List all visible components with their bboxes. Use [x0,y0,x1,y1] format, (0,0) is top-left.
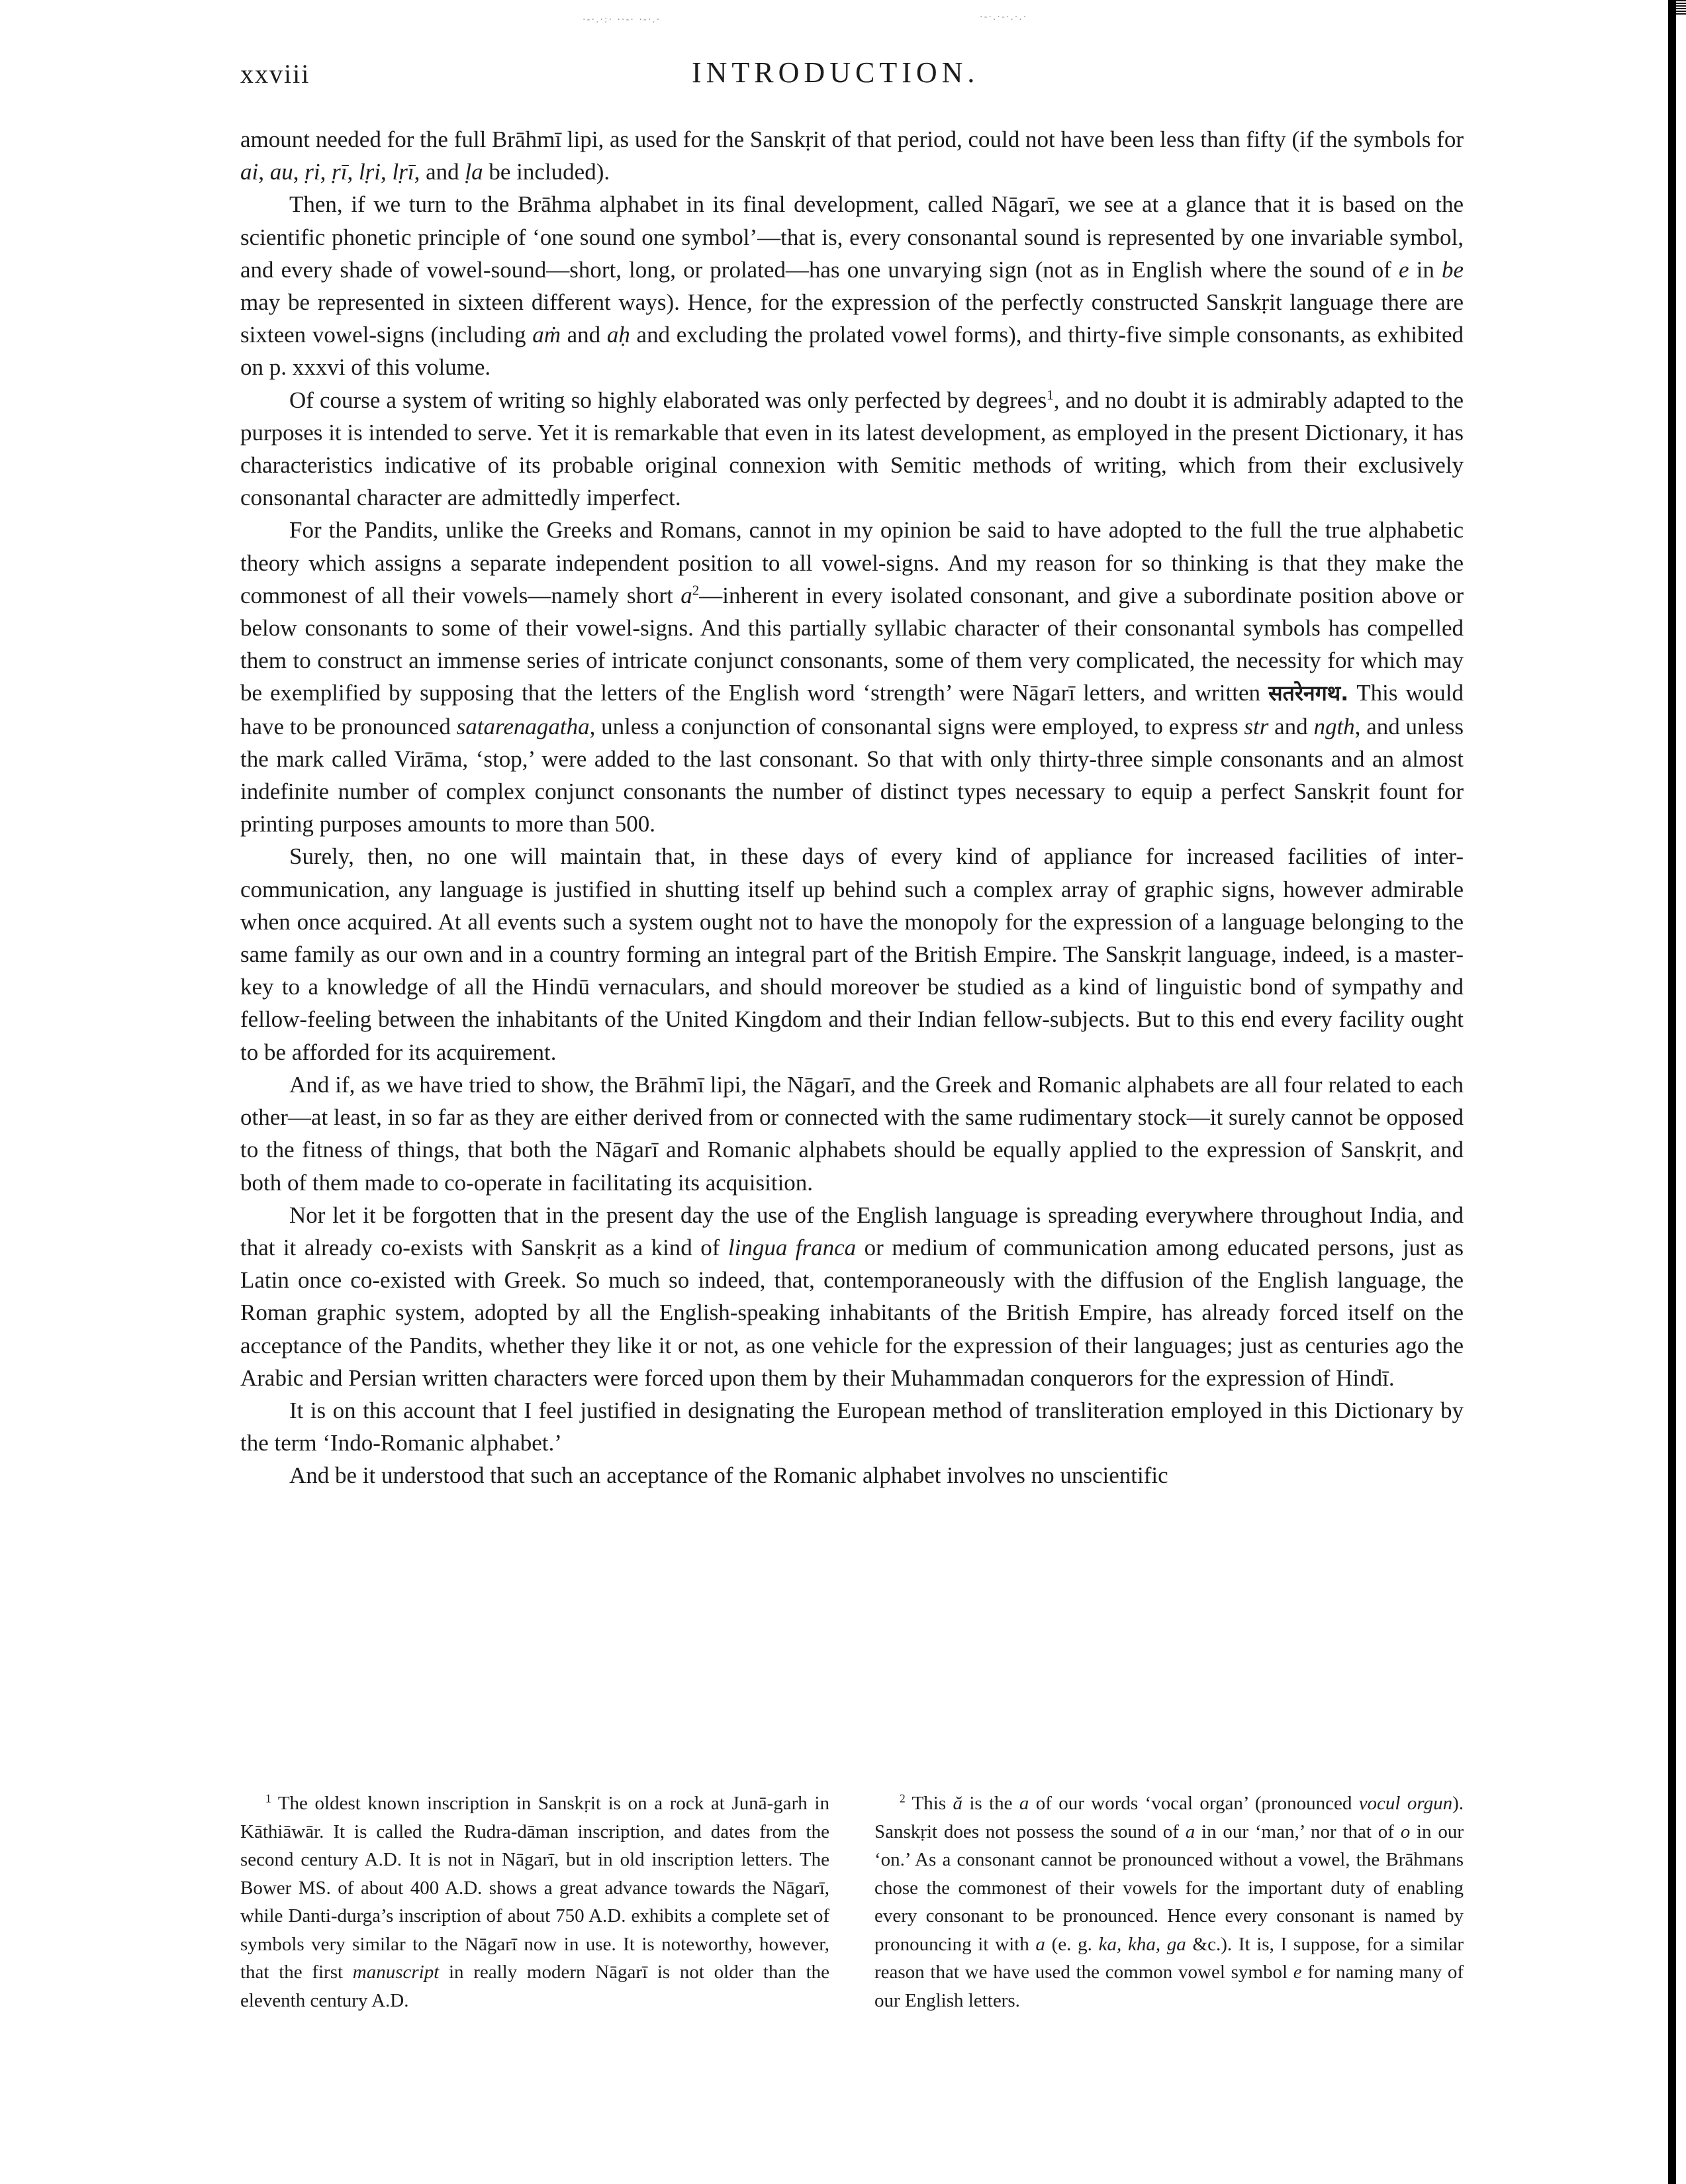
text-run: , unless a conjunction of consonantal signs were employed, to express [589,713,1244,739]
text-run: of our words ‘vocal organ’ (pronounced [1029,1793,1359,1814]
italic-term: e [1399,256,1409,283]
italic-term: lṛi [358,159,381,185]
footnote-marker: 1 [1047,386,1054,403]
italic-term: a [1185,1821,1195,1842]
text-run: The oldest known inscription in Sanskṛit is on a rock at Junā-garh in Kāthiāwār. It is called the Rudra-dāman inscription, and dates from the second century A.D. It is not in Nāgarī, but in old inscription letters. The Bower MS. of about 400 A.D. shows a great advance towards the Nāgarī, while Danti-durga’s inscription of about 750 A.D. exhibits a complete set of symbols very similar to the Nāgarī now in use. It is noteworthy, however, that the first [240,1793,829,1983]
text-run: And if, as we have tried to show, the Brāhmī lipi, the Nāgarī, and the Greek and Romanic alphabets are all four related to each other—at least, in so far as they are either derived from or connected with the same rudimentary stock—it surely cannot be opposed to the fitness of things, that both the Nāgarī and Romanic alphabets should be equally applied to the expression of Sanskṛit, and both of them made to co-operate in facilitating its acquisition. [240,1071,1464,1196]
devanagari-word: सतरेनगथ. [1268,681,1349,706]
text-run: &c.). It is, I suppose, for a similar reason that we have used the common vowel symbol [874,1933,1464,1983]
footnote-marker: 1 [265,1791,271,1805]
italic-term: ḷa [465,159,483,185]
paragraph [240,1199,1464,1394]
footnotes [240,1789,1464,2015]
text-run: —inherent in every isolated consonant, and give a subordinate position above or below consonants to some of their vowel-signs. And this partially syllabic character of their consonantal symbols has compelled them to construct an immense series of intricate conjunct consonants, some of them very complicated, the necessity for which may be exemplified by supposing that the letters of the English word ‘strength’ were Nāgarī letters, and written [240,582,1464,706]
text-run: for naming many of our English letters. [874,1962,1464,2011]
text-run: Nor let it be forgotten that in the present day the use of the English language is spreading everywhere throughout India, and that it already co-exists with Sanskṛit as a kind of [240,1202,1464,1260]
footnote-marker: 2 [692,582,700,598]
paragraph [240,188,1464,383]
italic-term: a [1035,1933,1045,1955]
body-text [240,123,1464,1492]
text-run: , [320,159,332,185]
italic-term: e [1293,1962,1302,1983]
italic-term: o [1400,1821,1411,1842]
text-run: , and unless the mark called Virāma, ‘stop,’ were added to the last consonant. So that with only thirty-three simple consonants and an almost indefinite number of complex conjunct consonants the number of distinct types necessary to equip a perfect Sanskṛit fount for printing purposes amounts to more than 500. [240,713,1464,837]
text-run: ). Sanskṛit does not possess the sound of [874,1793,1464,1842]
text-run: , [381,159,393,185]
italic-term: str [1244,713,1269,739]
page-number: xxviii [240,59,310,89]
text-run: and [560,322,607,348]
text-run: or medium of communication among educated persons, just as Latin once co-existed with Greek. So much so indeed, that, contemporaneously with the diffusion of the English language, the Roman graphic system, adopted by all the English-speaking inhabitants of the British Empire, has already forced itself on the acceptance of the Pandits, whether they like it or not, as one vehicle for the expression of their languages; just as centuries ago the Arabic and Persian written characters were forced upon them by their Muhammadan conquerors for the expression of Hindī. [240,1234,1464,1391]
text-run: may be represented in sixteen different ways). Hence, for the expression of the perfectly constructed Sanskṛit language there are sixteen vowel-signs (including [240,289,1464,348]
italic-term: lingua franca [727,1234,857,1260]
text-run: , [347,159,359,185]
scan-artifact: ·-·.·-·.·.· [980,12,1028,23]
paragraph [240,1068,1464,1199]
italic-term: manuscript [352,1962,440,1983]
text-run: in really modern Nāgarī is not older than the eleventh century A.D. [240,1962,829,2011]
paragraph [240,384,1464,514]
paragraph [240,123,1464,188]
page-edge-border [1668,0,1676,2184]
paragraph [240,1394,1464,1459]
italic-term: ai [240,159,259,185]
text-run: be included). [483,159,610,185]
text-run: and excluding the prolated vowel forms), and thirty-five simple consonants, as exhibited on p. xxxvi of this volume. [240,322,1464,381]
text-run: in our ‘man,’ nor that of [1195,1821,1401,1842]
text-run: This [905,1793,953,1814]
text-run: , and no doubt it is admirably adapted to the purposes it is intended to serve. Yet it is remarkable that even in its latest development, as employed in the present Dictionary, it has characteristics indicative of its probable original connexion with Semitic methods of writing, which from their exclusively consonantal character are admittedly imperfect. [240,387,1464,511]
italic-term: ka, kha, ga [1098,1933,1186,1955]
italic-term: be [1441,256,1464,283]
text-run: For the Pandits, unlike the Greeks and Romans, cannot in my opinion be said to have adopted to the full the true alphabetic theory which assigns a separate independent position to all vowel-signs. And my reason for so thinking is that they make the commonest of all their vowels—namely short [240,517,1464,608]
footnote-marker: 2 [900,1791,906,1805]
italic-term: aḥ [606,322,630,348]
footnote-2 [874,1789,1464,2015]
text-run: This would have to be pronounced [240,680,1464,739]
italic-term: ă [953,1793,962,1814]
italic-term: au [269,159,293,185]
italic-term: satarenagatha [456,713,590,739]
italic-term: aṁ [532,322,561,348]
italic-term: vocul orgun [1358,1793,1453,1814]
footnote-1 [240,1789,829,2015]
text-run: , [293,159,305,185]
text-run: is the [962,1793,1019,1814]
text-run: Surely, then, no one will maintain that, in these days of every kind of appliance for increased facilities of inter-communication, any language is justified in shutting itself up behind such a complex array of graphic signs, however admirable when once acquired. At all events such a system ought not to have the monopoly for the expression of a language belonging to the same family as our own and in a country forming an integral part of the British Empire. The Sanskṛit language, indeed, is a master-key to a knowledge of all the Hindū vernaculars, and should moreover be studied as a kind of linguistic bond of sympathy and fellow-feeling between the inhabitants of the United Kingdom and their Indian fellow-subjects. But to this end every facility ought to be afforded for its acquirement. [240,843,1464,1065]
italic-term: ṛi [304,159,320,185]
text-run: And be it understood that such an acceptance of the Romanic alphabet involves no unscientific [289,1462,1168,1489]
text-run: Then, if we turn to the Brāhma alphabet in its final development, called Nāgarī, we see at a glance that it is based on the scientific phonetic principle of ‘one sound one symbol’—that is, every consonantal sound is represented by one invariable symbol, and every shade of vowel-sound—short, long, or prolated—has one unvarying sign (not as in English where the sound of [240,191,1464,283]
italic-term: a [680,582,692,608]
text-run: in [1409,256,1442,283]
text-run: in our ‘on.’ As a consonant cannot be pronounced without a vowel, the Brāhmans chose the commonest of their vowels for the important duty of enabling every consonant to be pronounced. Hence every consonant is named by pronouncing it with [874,1821,1464,1955]
text-run: (e. g. [1045,1933,1099,1955]
text-run: and [1268,713,1314,739]
paragraph [240,1459,1464,1492]
italic-term: ngth [1313,713,1355,739]
italic-term: a [1019,1793,1029,1814]
paragraph [240,514,1464,840]
italic-term: lṛī [392,159,414,185]
italic-term: ṛī [332,159,348,185]
text-run: Of course a system of writing so highly elaborated was only perfected by degrees [289,387,1047,413]
text-run: It is on this account that I feel justified in designating the European method of transliteration employed in this Dictionary by the term ‘Indo-Romanic alphabet.’ [240,1397,1464,1456]
text-run: , and [414,159,465,185]
scan-artifact: ·-·.·:· ··-· ·-·.· [583,15,661,25]
text-run: amount needed for the full Brāhmī lipi, as used for the Sanskṛit of that period, could not have been less than fifty (if the symbols for [240,126,1464,152]
paragraph [240,840,1464,1068]
text-run: , [258,159,270,185]
page-edge-mark [1676,0,1686,15]
running-title: INTRODUCTION. [692,56,980,89]
